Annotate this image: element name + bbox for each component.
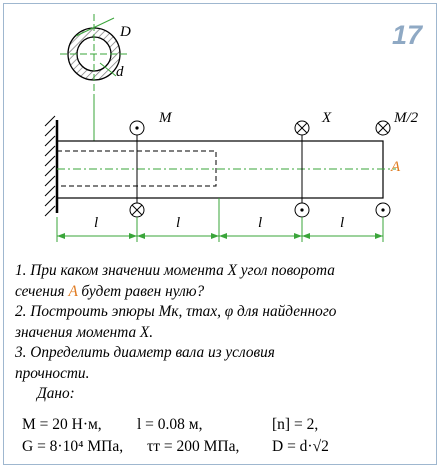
label-moment-M2: M/2 [394,110,419,126]
dimension-line [57,198,383,242]
question-3-line-2: прочности. [15,364,90,382]
segment-label-1: l [94,215,99,231]
given-row-2 [22,438,432,460]
given-D: D = d·√2 [272,438,329,455]
question-2-line-1: 2. Построить эпюры Mк, τmax, φ для найденного [15,303,337,320]
given-row-1 [22,416,432,438]
card-number: 17 [391,20,422,50]
given-values [22,416,432,460]
shaft [57,141,396,198]
question-1-line-2 [15,282,433,303]
label-inner-diameter: d [116,64,124,80]
question-3-line-1: 3. Определить диаметр вала из условия [15,344,275,361]
label-moment-M: M [159,110,172,126]
label-moment-X: X [322,110,332,126]
given-G: G = 8·10⁴ МПа, [22,438,124,455]
given-M: M = 20 Н·м, [22,416,102,433]
shaft-diagram [4,4,438,259]
given-l: l = 0.08 м, [137,416,203,433]
question-1-line-1: 1. При каком значении момента X угол поворота [15,262,335,279]
question-2-line-2: значения момента X. [15,323,154,341]
q1-text-end: будет равен нулю? [77,282,205,300]
fixed-wall [45,116,57,216]
segment-label-4: l [340,215,345,231]
q1-text: сечения [15,282,69,300]
segment-label-3: l [258,215,263,231]
label-section-A: A [391,159,401,175]
given-n: [n] = 2, [272,416,319,433]
problem-card [3,3,437,465]
problem-questions [15,261,433,405]
segment-label-2: l [176,215,181,231]
given-tau: τт = 200 МПа, [147,438,240,455]
label-outer-diameter: D [120,24,131,40]
given-title: Дано: [37,385,75,402]
q1-highlight-A: A [68,282,78,300]
